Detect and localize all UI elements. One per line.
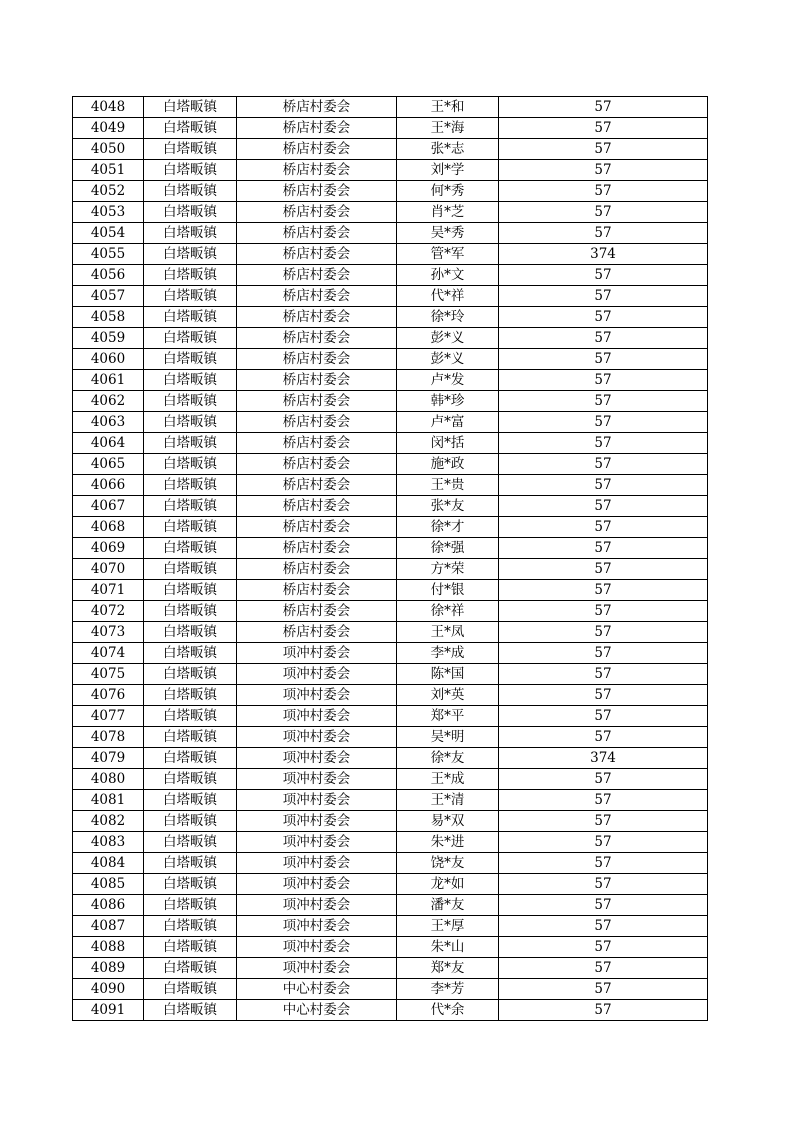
person-name-cell: 肖*芝 bbox=[397, 202, 499, 223]
amount-cell: 57 bbox=[499, 874, 708, 895]
table-row bbox=[73, 622, 708, 643]
person-name-cell: 朱*山 bbox=[397, 937, 499, 958]
town-cell: 白塔畈镇 bbox=[144, 475, 237, 496]
table-row bbox=[73, 433, 708, 454]
person-name-cell: 刘*英 bbox=[397, 685, 499, 706]
record-number-cell: 4050 bbox=[73, 139, 144, 160]
table-row bbox=[73, 916, 708, 937]
village-committee-cell: 桥店村委会 bbox=[237, 307, 397, 328]
record-number-cell: 4068 bbox=[73, 517, 144, 538]
person-name-cell: 徐*友 bbox=[397, 748, 499, 769]
person-name-cell: 王*贵 bbox=[397, 475, 499, 496]
village-committee-cell: 项冲村委会 bbox=[237, 937, 397, 958]
record-number-cell: 4079 bbox=[73, 748, 144, 769]
record-number-cell: 4087 bbox=[73, 916, 144, 937]
town-cell: 白塔畈镇 bbox=[144, 265, 237, 286]
town-cell: 白塔畈镇 bbox=[144, 412, 237, 433]
record-number-cell: 4080 bbox=[73, 769, 144, 790]
village-committee-cell: 桥店村委会 bbox=[237, 97, 397, 118]
record-number-cell: 4071 bbox=[73, 580, 144, 601]
town-cell: 白塔畈镇 bbox=[144, 622, 237, 643]
table-row bbox=[73, 202, 708, 223]
record-number-cell: 4057 bbox=[73, 286, 144, 307]
village-committee-cell: 桥店村委会 bbox=[237, 622, 397, 643]
record-number-cell: 4083 bbox=[73, 832, 144, 853]
table-row bbox=[73, 538, 708, 559]
town-cell: 白塔畈镇 bbox=[144, 601, 237, 622]
village-committee-cell: 桥店村委会 bbox=[237, 601, 397, 622]
table-row bbox=[73, 748, 708, 769]
record-number-cell: 4069 bbox=[73, 538, 144, 559]
record-number-cell: 4078 bbox=[73, 727, 144, 748]
amount-cell: 57 bbox=[499, 160, 708, 181]
amount-cell: 57 bbox=[499, 811, 708, 832]
table-row bbox=[73, 664, 708, 685]
record-number-cell: 4088 bbox=[73, 937, 144, 958]
record-number-cell: 4067 bbox=[73, 496, 144, 517]
amount-cell: 57 bbox=[499, 643, 708, 664]
amount-cell: 57 bbox=[499, 559, 708, 580]
village-committee-cell: 项冲村委会 bbox=[237, 916, 397, 937]
village-committee-cell: 桥店村委会 bbox=[237, 349, 397, 370]
person-name-cell: 刘*学 bbox=[397, 160, 499, 181]
amount-cell: 57 bbox=[499, 181, 708, 202]
person-name-cell: 付*银 bbox=[397, 580, 499, 601]
village-committee-cell: 项冲村委会 bbox=[237, 748, 397, 769]
person-name-cell: 郑*友 bbox=[397, 958, 499, 979]
person-name-cell: 李*芳 bbox=[397, 979, 499, 1000]
table-row bbox=[73, 811, 708, 832]
village-committee-cell: 中心村委会 bbox=[237, 1000, 397, 1021]
table-row bbox=[73, 853, 708, 874]
record-number-cell: 4089 bbox=[73, 958, 144, 979]
amount-cell: 57 bbox=[499, 454, 708, 475]
person-name-cell: 张*志 bbox=[397, 139, 499, 160]
table-row bbox=[73, 1000, 708, 1021]
village-committee-cell: 桥店村委会 bbox=[237, 496, 397, 517]
record-number-cell: 4049 bbox=[73, 118, 144, 139]
person-name-cell: 吴*明 bbox=[397, 727, 499, 748]
person-name-cell: 徐*才 bbox=[397, 517, 499, 538]
village-committee-cell: 项冲村委会 bbox=[237, 832, 397, 853]
village-committee-cell: 桥店村委会 bbox=[237, 412, 397, 433]
table-row bbox=[73, 601, 708, 622]
person-name-cell: 王*凤 bbox=[397, 622, 499, 643]
town-cell: 白塔畈镇 bbox=[144, 832, 237, 853]
amount-cell: 57 bbox=[499, 853, 708, 874]
person-name-cell: 王*海 bbox=[397, 118, 499, 139]
table-row bbox=[73, 517, 708, 538]
amount-cell: 57 bbox=[499, 496, 708, 517]
amount-cell: 57 bbox=[499, 118, 708, 139]
person-name-cell: 闵*括 bbox=[397, 433, 499, 454]
record-number-cell: 4082 bbox=[73, 811, 144, 832]
table-row bbox=[73, 685, 708, 706]
amount-cell: 374 bbox=[499, 244, 708, 265]
town-cell: 白塔畈镇 bbox=[144, 706, 237, 727]
table-row bbox=[73, 223, 708, 244]
record-number-cell: 4085 bbox=[73, 874, 144, 895]
amount-cell: 57 bbox=[499, 601, 708, 622]
amount-cell: 57 bbox=[499, 286, 708, 307]
record-number-cell: 4077 bbox=[73, 706, 144, 727]
town-cell: 白塔畈镇 bbox=[144, 370, 237, 391]
table-row bbox=[73, 790, 708, 811]
village-committee-cell: 桥店村委会 bbox=[237, 559, 397, 580]
person-name-cell: 孙*文 bbox=[397, 265, 499, 286]
amount-cell: 57 bbox=[499, 727, 708, 748]
table-row bbox=[73, 496, 708, 517]
person-name-cell: 徐*强 bbox=[397, 538, 499, 559]
amount-cell: 57 bbox=[499, 790, 708, 811]
town-cell: 白塔畈镇 bbox=[144, 244, 237, 265]
table-row bbox=[73, 643, 708, 664]
amount-cell: 57 bbox=[499, 664, 708, 685]
table-row bbox=[73, 349, 708, 370]
record-number-cell: 4064 bbox=[73, 433, 144, 454]
record-number-cell: 4074 bbox=[73, 643, 144, 664]
amount-cell: 57 bbox=[499, 349, 708, 370]
table-row bbox=[73, 391, 708, 412]
town-cell: 白塔畈镇 bbox=[144, 937, 237, 958]
amount-cell: 57 bbox=[499, 412, 708, 433]
village-committee-cell: 桥店村委会 bbox=[237, 244, 397, 265]
person-name-cell: 徐*祥 bbox=[397, 601, 499, 622]
table-row bbox=[73, 412, 708, 433]
person-name-cell: 代*祥 bbox=[397, 286, 499, 307]
village-committee-cell: 中心村委会 bbox=[237, 979, 397, 1000]
village-committee-cell: 项冲村委会 bbox=[237, 874, 397, 895]
town-cell: 白塔畈镇 bbox=[144, 769, 237, 790]
person-name-cell: 卢*发 bbox=[397, 370, 499, 391]
record-number-cell: 4055 bbox=[73, 244, 144, 265]
table-row bbox=[73, 937, 708, 958]
record-number-cell: 4070 bbox=[73, 559, 144, 580]
person-name-cell: 王*清 bbox=[397, 790, 499, 811]
amount-cell: 57 bbox=[499, 328, 708, 349]
table-row bbox=[73, 286, 708, 307]
village-committee-cell: 项冲村委会 bbox=[237, 853, 397, 874]
town-cell: 白塔畈镇 bbox=[144, 979, 237, 1000]
record-number-cell: 4063 bbox=[73, 412, 144, 433]
person-name-cell: 郑*平 bbox=[397, 706, 499, 727]
village-committee-cell: 桥店村委会 bbox=[237, 370, 397, 391]
amount-cell: 57 bbox=[499, 97, 708, 118]
table-row bbox=[73, 979, 708, 1000]
table-row bbox=[73, 706, 708, 727]
village-committee-cell: 桥店村委会 bbox=[237, 223, 397, 244]
record-number-cell: 4066 bbox=[73, 475, 144, 496]
record-number-cell: 4062 bbox=[73, 391, 144, 412]
person-name-cell: 王*成 bbox=[397, 769, 499, 790]
record-number-cell: 4065 bbox=[73, 454, 144, 475]
amount-cell: 57 bbox=[499, 391, 708, 412]
record-number-cell: 4060 bbox=[73, 349, 144, 370]
village-committee-cell: 项冲村委会 bbox=[237, 769, 397, 790]
amount-cell: 57 bbox=[499, 370, 708, 391]
record-number-cell: 4051 bbox=[73, 160, 144, 181]
person-name-cell: 代*余 bbox=[397, 1000, 499, 1021]
town-cell: 白塔畈镇 bbox=[144, 1000, 237, 1021]
town-cell: 白塔畈镇 bbox=[144, 874, 237, 895]
table-row bbox=[73, 139, 708, 160]
village-committee-cell: 项冲村委会 bbox=[237, 790, 397, 811]
village-committee-cell: 项冲村委会 bbox=[237, 664, 397, 685]
person-name-cell: 饶*友 bbox=[397, 853, 499, 874]
table-row bbox=[73, 580, 708, 601]
person-name-cell: 管*军 bbox=[397, 244, 499, 265]
town-cell: 白塔畈镇 bbox=[144, 559, 237, 580]
town-cell: 白塔畈镇 bbox=[144, 538, 237, 559]
person-name-cell: 龙*如 bbox=[397, 874, 499, 895]
town-cell: 白塔畈镇 bbox=[144, 664, 237, 685]
town-cell: 白塔畈镇 bbox=[144, 958, 237, 979]
amount-cell: 57 bbox=[499, 223, 708, 244]
person-name-cell: 李*成 bbox=[397, 643, 499, 664]
village-committee-cell: 项冲村委会 bbox=[237, 895, 397, 916]
record-number-cell: 4054 bbox=[73, 223, 144, 244]
record-number-cell: 4072 bbox=[73, 601, 144, 622]
village-committee-cell: 桥店村委会 bbox=[237, 328, 397, 349]
village-committee-cell: 桥店村委会 bbox=[237, 202, 397, 223]
amount-cell: 57 bbox=[499, 916, 708, 937]
town-cell: 白塔畈镇 bbox=[144, 853, 237, 874]
record-number-cell: 4090 bbox=[73, 979, 144, 1000]
table-row bbox=[73, 328, 708, 349]
person-name-cell: 王*和 bbox=[397, 97, 499, 118]
record-number-cell: 4061 bbox=[73, 370, 144, 391]
record-number-cell: 4075 bbox=[73, 664, 144, 685]
village-committee-cell: 桥店村委会 bbox=[237, 160, 397, 181]
data-table bbox=[72, 96, 708, 1021]
record-number-cell: 4081 bbox=[73, 790, 144, 811]
amount-cell: 57 bbox=[499, 265, 708, 286]
amount-cell: 57 bbox=[499, 517, 708, 538]
town-cell: 白塔畈镇 bbox=[144, 328, 237, 349]
town-cell: 白塔畈镇 bbox=[144, 895, 237, 916]
town-cell: 白塔畈镇 bbox=[144, 643, 237, 664]
amount-cell: 57 bbox=[499, 580, 708, 601]
town-cell: 白塔畈镇 bbox=[144, 454, 237, 475]
person-name-cell: 施*政 bbox=[397, 454, 499, 475]
table-row bbox=[73, 118, 708, 139]
person-name-cell: 潘*友 bbox=[397, 895, 499, 916]
table-row bbox=[73, 265, 708, 286]
town-cell: 白塔畈镇 bbox=[144, 748, 237, 769]
amount-cell: 57 bbox=[499, 139, 708, 160]
table-row bbox=[73, 727, 708, 748]
amount-cell: 57 bbox=[499, 475, 708, 496]
record-number-cell: 4053 bbox=[73, 202, 144, 223]
table-row bbox=[73, 874, 708, 895]
town-cell: 白塔畈镇 bbox=[144, 727, 237, 748]
town-cell: 白塔畈镇 bbox=[144, 391, 237, 412]
table-row bbox=[73, 475, 708, 496]
table-row bbox=[73, 454, 708, 475]
record-number-cell: 4059 bbox=[73, 328, 144, 349]
village-committee-cell: 项冲村委会 bbox=[237, 706, 397, 727]
town-cell: 白塔畈镇 bbox=[144, 496, 237, 517]
town-cell: 白塔畈镇 bbox=[144, 286, 237, 307]
person-name-cell: 徐*玲 bbox=[397, 307, 499, 328]
town-cell: 白塔畈镇 bbox=[144, 181, 237, 202]
village-committee-cell: 项冲村委会 bbox=[237, 685, 397, 706]
town-cell: 白塔畈镇 bbox=[144, 433, 237, 454]
record-number-cell: 4086 bbox=[73, 895, 144, 916]
record-number-cell: 4048 bbox=[73, 97, 144, 118]
village-committee-cell: 项冲村委会 bbox=[237, 727, 397, 748]
town-cell: 白塔畈镇 bbox=[144, 685, 237, 706]
village-committee-cell: 桥店村委会 bbox=[237, 265, 397, 286]
person-name-cell: 卢*富 bbox=[397, 412, 499, 433]
town-cell: 白塔畈镇 bbox=[144, 916, 237, 937]
person-name-cell: 吴*秀 bbox=[397, 223, 499, 244]
record-number-cell: 4058 bbox=[73, 307, 144, 328]
amount-cell: 374 bbox=[499, 748, 708, 769]
amount-cell: 57 bbox=[499, 433, 708, 454]
record-number-cell: 4052 bbox=[73, 181, 144, 202]
table-row bbox=[73, 370, 708, 391]
village-committee-cell: 桥店村委会 bbox=[237, 286, 397, 307]
table-row bbox=[73, 307, 708, 328]
table-row bbox=[73, 958, 708, 979]
table-row bbox=[73, 181, 708, 202]
amount-cell: 57 bbox=[499, 832, 708, 853]
person-name-cell: 韩*珍 bbox=[397, 391, 499, 412]
record-number-cell: 4091 bbox=[73, 1000, 144, 1021]
person-name-cell: 彭*义 bbox=[397, 328, 499, 349]
record-number-cell: 4056 bbox=[73, 265, 144, 286]
table-row bbox=[73, 832, 708, 853]
amount-cell: 57 bbox=[499, 979, 708, 1000]
town-cell: 白塔畈镇 bbox=[144, 790, 237, 811]
village-committee-cell: 桥店村委会 bbox=[237, 139, 397, 160]
village-committee-cell: 桥店村委会 bbox=[237, 433, 397, 454]
town-cell: 白塔畈镇 bbox=[144, 580, 237, 601]
table-body bbox=[73, 97, 708, 1021]
town-cell: 白塔畈镇 bbox=[144, 517, 237, 538]
amount-cell: 57 bbox=[499, 706, 708, 727]
town-cell: 白塔畈镇 bbox=[144, 223, 237, 244]
record-number-cell: 4084 bbox=[73, 853, 144, 874]
person-name-cell: 何*秀 bbox=[397, 181, 499, 202]
table-row bbox=[73, 160, 708, 181]
person-name-cell: 陈*国 bbox=[397, 664, 499, 685]
village-committee-cell: 桥店村委会 bbox=[237, 580, 397, 601]
town-cell: 白塔畈镇 bbox=[144, 811, 237, 832]
amount-cell: 57 bbox=[499, 307, 708, 328]
person-name-cell: 易*双 bbox=[397, 811, 499, 832]
amount-cell: 57 bbox=[499, 685, 708, 706]
town-cell: 白塔畈镇 bbox=[144, 202, 237, 223]
record-number-cell: 4076 bbox=[73, 685, 144, 706]
village-committee-cell: 桥店村委会 bbox=[237, 538, 397, 559]
record-number-cell: 4073 bbox=[73, 622, 144, 643]
village-committee-cell: 桥店村委会 bbox=[237, 181, 397, 202]
town-cell: 白塔畈镇 bbox=[144, 97, 237, 118]
village-committee-cell: 项冲村委会 bbox=[237, 958, 397, 979]
town-cell: 白塔畈镇 bbox=[144, 118, 237, 139]
person-name-cell: 朱*进 bbox=[397, 832, 499, 853]
village-committee-cell: 桥店村委会 bbox=[237, 454, 397, 475]
person-name-cell: 彭*义 bbox=[397, 349, 499, 370]
person-name-cell: 方*荣 bbox=[397, 559, 499, 580]
village-committee-cell: 项冲村委会 bbox=[237, 811, 397, 832]
table-row bbox=[73, 769, 708, 790]
table-row bbox=[73, 895, 708, 916]
amount-cell: 57 bbox=[499, 895, 708, 916]
town-cell: 白塔畈镇 bbox=[144, 307, 237, 328]
amount-cell: 57 bbox=[499, 937, 708, 958]
town-cell: 白塔畈镇 bbox=[144, 139, 237, 160]
amount-cell: 57 bbox=[499, 1000, 708, 1021]
town-cell: 白塔畈镇 bbox=[144, 160, 237, 181]
amount-cell: 57 bbox=[499, 538, 708, 559]
amount-cell: 57 bbox=[499, 769, 708, 790]
village-committee-cell: 桥店村委会 bbox=[237, 475, 397, 496]
town-cell: 白塔畈镇 bbox=[144, 349, 237, 370]
village-committee-cell: 桥店村委会 bbox=[237, 517, 397, 538]
amount-cell: 57 bbox=[499, 622, 708, 643]
village-committee-cell: 桥店村委会 bbox=[237, 118, 397, 139]
person-name-cell: 王*厚 bbox=[397, 916, 499, 937]
amount-cell: 57 bbox=[499, 202, 708, 223]
village-committee-cell: 桥店村委会 bbox=[237, 391, 397, 412]
village-committee-cell: 项冲村委会 bbox=[237, 643, 397, 664]
amount-cell: 57 bbox=[499, 958, 708, 979]
table-row bbox=[73, 559, 708, 580]
table-row bbox=[73, 97, 708, 118]
person-name-cell: 张*友 bbox=[397, 496, 499, 517]
table-row bbox=[73, 244, 708, 265]
